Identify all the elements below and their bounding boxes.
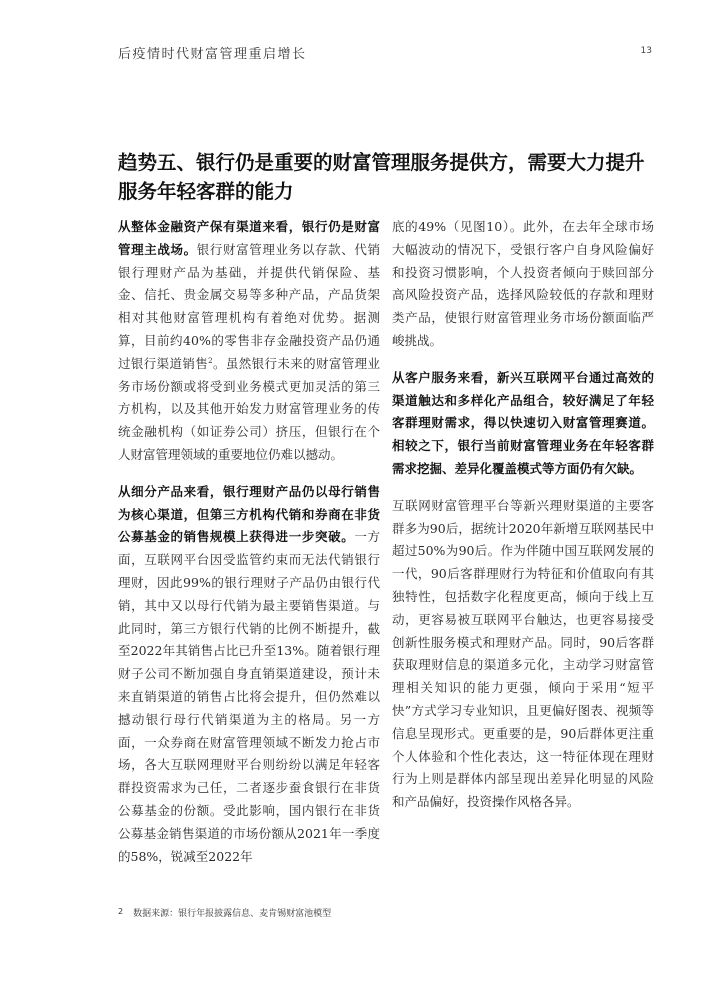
section-title: 趋势五、银行仍是重要的财富管理服务提供方，需要大力提升服务年轻客群的能力 <box>118 151 645 203</box>
paragraph-body: 一方面，互联网平台因受监管约束而无法代销银行理财，因此99%的银行理财子产品仍由银行代销，其中又以母行代销为最主要销售渠道。与此同时，第三方银行代销的比例不断提升，截至2022年其销售占比已升至13%。随着银行理财子公司不断加强自身直销渠道建设，预计未来直销渠道的销售占比将会提升，但仍然难以撼动银行母行代销渠道为主的格局。另一方面，一众券商在财富管理领域不断发力抢占市场，各大互联网理财平台则纷纷以满足年轻客群投资需求为己任，二者逐步蚕食银行在非货公募基金的份额。受此影响，国内银行在非货公募基金销售渠道的市场份额从2021年一季度的58%，锐减至2022年 <box>118 529 380 864</box>
paragraph-body: 底的49%（见图10）。此外，在去年全球市场大幅波动的情况下，受银行客户自身风险偏好和投资习惯影响，个人投资者倾向于赎回部分高风险投资产品，选择风险较低的存款和理财类产品，使银行财富管理业务市场份额面临严峻挑战。 <box>392 219 654 348</box>
running-header: 后疫情时代财富管理重启增长 <box>118 47 307 62</box>
footnote <box>118 906 331 919</box>
paragraph-lead: 从整体金融资产保有渠道来看，银行仍是财富管理主战场。 <box>118 219 380 257</box>
paragraph-body: 互联网财富管理平台等新兴理财渠道的主要客群多为90后，据统计2020年新增互联网基民中超过50%为90后。作为伴随中国互联网发展的一代，90后客群理财行为特征和价值取向有其独特性，包括数字化程度更高，倾向于线上互动，更容易被互联网平台触达，也更容易接受创新性服务模式和理财产品。同时，90后客群获取理财信息的渠道多元化，主动学习财富管理相关知识的能力更强，倾向于采用“短平快”方式学习专业知识，且更偏好图表、视频等信息呈现形式。更重要的是，90后群体更注重个人体验和个性化表达，这一特征体现在理财行为上则是群体内部呈现出差异化明显的风险和产品偏好，投资操作风格各异。 <box>392 497 654 810</box>
paragraph-product-segments <box>118 481 380 869</box>
footnote-reference[interactable]: 2 <box>208 356 213 365</box>
paragraph-body-continued: 。虽然银行未来的财富管理业务市场份额或将受到业务模式更加灵活的第三方机构，以及其他开始发力财富管理业务的传统金融机构（如证券公司）挤压，但银行在个人财富管理领域的重要地位仍难以撼动。 <box>118 355 380 462</box>
footnote-number: 2 <box>118 907 124 916</box>
page-number: 13 <box>640 46 652 56</box>
paragraph-overall-channels <box>118 216 380 467</box>
paragraph-young-clients <box>392 495 654 814</box>
paragraph-body: 银行财富管理业务以存款、代销银行理财产品为基础，并提供代销保险、基金、信托、贵金属交易等多种产品，产品货架相对其他财富管理机构有着绝对优势。据测算，目前约40%的零售非存金融投资产品仍通过银行渠道销售 <box>118 241 380 371</box>
paragraph-continuation <box>392 216 654 353</box>
right-column <box>392 216 654 828</box>
footnote-text: 数据来源：银行年报披露信息、麦肯锡财富池模型 <box>133 909 332 919</box>
paragraph-customer-service <box>392 367 654 481</box>
paragraph-lead: 从细分产品来看，银行理财产品仍以母行销售为核心渠道，但第三方机构代销和券商在非货公募基金的销售规模上获得进一步突破。 <box>118 483 380 545</box>
paragraph-lead: 从客户服务来看，新兴互联网平台通过高效的渠道触达和多样化产品组合，较好满足了年轻客群理财需求，得以快速切入财富管理赛道。相较之下，银行当前财富管理业务在年轻客群需求挖掘、差异化覆盖模式等方面仍有欠缺。 <box>392 369 654 476</box>
left-column <box>118 216 380 882</box>
